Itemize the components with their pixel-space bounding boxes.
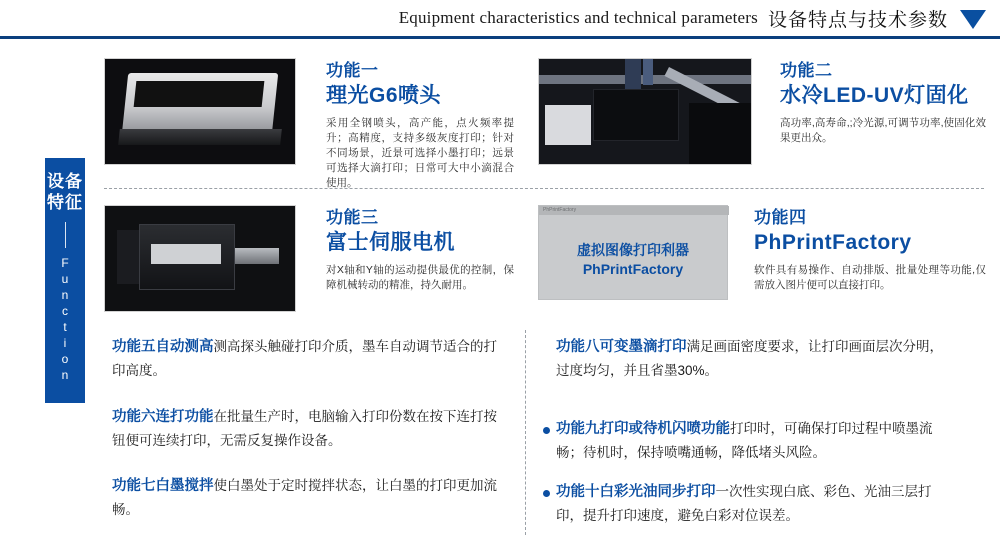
feature-four-title-2: PhPrintFactory xyxy=(754,231,912,254)
feature-six-block xyxy=(112,405,502,452)
feature-four-text xyxy=(754,207,986,293)
feature-five-text: 测高探头触碰打印介质，墨车自动调节适合的打印高度。 xyxy=(112,339,497,378)
led-uv-lamp-photo xyxy=(539,59,751,164)
feature-eight-title: 功能八可变墨滴打印 xyxy=(556,339,687,355)
feature-six-title: 功能六连打功能 xyxy=(112,409,214,425)
bullet-dot-icon-nine xyxy=(543,427,550,434)
side-tab-label-cn-2: 特征 xyxy=(47,193,83,212)
header-title-cn: 设备特点与技术参数 xyxy=(767,9,948,31)
side-tab-label-cn-1: 设备 xyxy=(47,172,83,191)
feature-five-block xyxy=(112,335,502,382)
software-caption-1: 虚拟图像打印利器 xyxy=(577,242,689,258)
feature-nine-title: 功能九打印或待机闪喷功能 xyxy=(556,421,730,437)
feature-ten-title: 功能十白彩光油同步打印 xyxy=(556,484,716,500)
feature-one-text xyxy=(326,60,514,191)
bullet-dot-icon-ten xyxy=(543,490,550,497)
feature-card-four xyxy=(538,205,986,325)
feature-two-text xyxy=(780,60,986,146)
feature-three-title-2: 富士伺服电机 xyxy=(326,231,455,254)
software-screenshot xyxy=(538,205,728,300)
feature-seven-title: 功能七白墨搅拌 xyxy=(112,478,214,494)
feature-four-title-1: 功能四 xyxy=(754,208,807,227)
feature-seven-block xyxy=(112,474,502,521)
servo-motor-photo xyxy=(105,206,295,311)
feature-eight-block xyxy=(556,335,946,382)
feature-two-photo xyxy=(538,58,752,165)
feature-three-title-1: 功能三 xyxy=(326,208,379,227)
feature-card-one xyxy=(104,58,514,189)
feature-two-body: 高功率,高寿命,;冷光源,可调节功率,使固化效果更出众。 xyxy=(780,117,986,144)
printhead-photo xyxy=(105,59,295,164)
feature-four-photo xyxy=(538,205,730,302)
feature-ten-text: 一次性实现白底、彩色、光油三层打印，提升打印速度，避免白彩对位误差。 xyxy=(556,484,932,523)
feature-three-photo xyxy=(104,205,296,312)
software-caption-2: PhPrintFactory xyxy=(582,261,684,277)
feature-nine-text: 打印时，可确保打印过程中喷墨流畅；待机时，保持喷嘴通畅，降低堵头风险。 xyxy=(556,421,933,460)
feature-card-three xyxy=(104,205,514,325)
side-tab-divider xyxy=(65,222,66,248)
page-header xyxy=(0,0,1000,36)
chevron-down-icon xyxy=(960,10,986,29)
feature-one-title-1: 功能一 xyxy=(326,61,379,80)
feature-four-body: 软件具有易操作、自动排版、批量处理等功能,仅需放入图片便可以直接打印。 xyxy=(754,264,986,291)
section-divider-vertical xyxy=(525,330,526,535)
feature-ten-block xyxy=(556,480,946,527)
feature-seven-text: 使白墨处于定时搅拌状态，让白墨的打印更加流畅。 xyxy=(112,478,497,517)
feature-one-photo xyxy=(104,58,296,165)
side-tab-label-en: Function xyxy=(58,256,72,384)
feature-two-title-1: 功能二 xyxy=(780,61,833,80)
feature-three-text xyxy=(326,207,514,293)
feature-one-title-2: 理光G6喷头 xyxy=(326,84,442,107)
software-titlebar: PhPrintFactory xyxy=(539,206,729,215)
feature-one-body: 采用全钢喷头，高产能，点火频率提升；高精度，支持多级灰度打印；针对不同场景，近景可选择小墨打印；远景可选择大滴打印；日常可大中小滴混合使用。 xyxy=(326,117,514,189)
section-side-tab xyxy=(45,158,85,403)
feature-eight-text: 满足画面密度要求，让打印画面层次分明，过度均匀，并且省墨30%。 xyxy=(556,339,943,378)
header-title-en: Equipment characteristics and technical parameters xyxy=(398,8,758,27)
feature-nine-block xyxy=(556,417,946,464)
feature-card-two xyxy=(538,58,986,178)
section-divider-horizontal xyxy=(104,188,984,189)
feature-three-body: 对X轴和Y轴的运动提供最优的控制，保障机械转动的精准，持久耐用。 xyxy=(326,264,514,291)
header-divider xyxy=(0,36,1000,39)
feature-two-title-2: 水冷LED-UV灯固化 xyxy=(780,84,969,107)
feature-five-title: 功能五自动测高 xyxy=(112,339,214,355)
feature-six-text: 在批量生产时，电脑输入打印份数在按下连打按钮便可连续打印，无需反复操作设备。 xyxy=(112,409,497,448)
